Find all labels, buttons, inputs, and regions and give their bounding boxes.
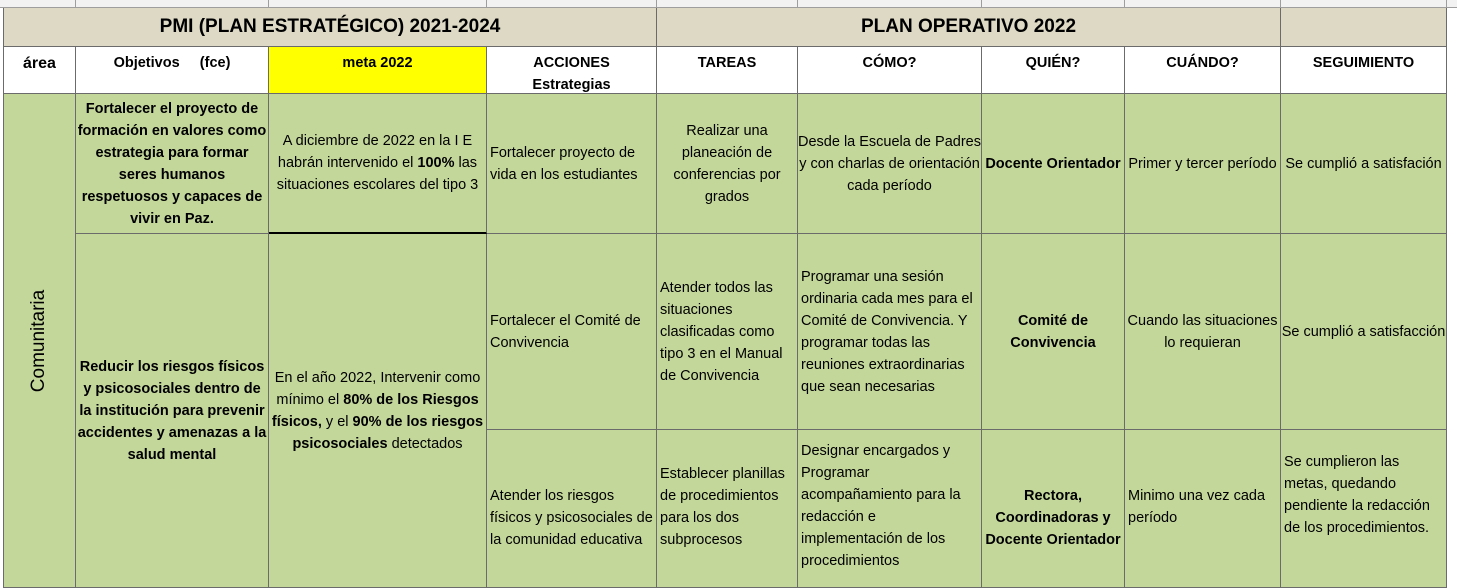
sheet-margin — [1447, 8, 1457, 588]
row1-meta-text-c: las situaciones escolares del tipo 3 — [276, 155, 479, 193]
row1-accion: Fortalecer proyecto de vida en los estudiantes — [487, 94, 657, 234]
row1-como: Desde la Escuela de Padres y con charlas de orientación cada período — [798, 94, 982, 234]
row2-meta — [269, 234, 487, 588]
row1-seguimiento: Se cumplió a satisfación — [1281, 94, 1447, 234]
row1-tarea: Realizar una planeación de conferencias por grados — [657, 94, 798, 234]
header-meta: meta 2022 — [269, 47, 487, 94]
header-como: CÓMO? — [798, 47, 982, 94]
row2-meta-text-d: 90% de los riesgos psicosociales — [292, 413, 484, 452]
header-acciones-line1: ACCIONES — [533, 55, 610, 71]
row3-quien: Rectora, Coordinadoras y Docente Orientador — [982, 430, 1125, 588]
column-separator — [486, 0, 487, 8]
row1-meta-text-a: A diciembre de 2022 en la I E habrán intervenido el — [277, 133, 473, 171]
row1-quien: Docente Orientador — [982, 94, 1125, 234]
header-seguimiento: SEGUIMIENTO — [1281, 47, 1447, 94]
header-acciones — [487, 47, 657, 94]
header-objetivos: Objetivos (fce) — [76, 47, 269, 94]
column-separator — [1280, 0, 1281, 8]
row3-accion: Atender los riesgos físicos y psicosociales de la comunidad educativa — [487, 430, 657, 588]
row2-cuando: Cuando las situaciones lo requieran — [1125, 234, 1281, 430]
area-label: Comunitaria — [28, 289, 50, 392]
row2-seguimiento: Se cumplió a satisfacción — [1281, 234, 1447, 430]
column-separator — [1446, 0, 1447, 8]
row2-meta-text-a: En el año 2022, Intervenir como mínimo el — [274, 369, 481, 408]
row2-meta-text-c: y el — [321, 413, 353, 430]
column-header-strip — [0, 0, 1457, 8]
row1-meta-text-b: 100% — [417, 155, 455, 171]
row2-como: Programar una sesión ordinaria cada mes para el Comité de Convivencia. Y programar todas las reuniones extraordinarias que sean necesarias — [798, 234, 982, 430]
row3-como: Designar encargados y Programar acompañamiento para la redacción e implementación de los procedimientos — [798, 430, 982, 588]
column-separator — [268, 0, 269, 8]
row1-objetivo: Fortalecer el proyecto de formación en valores como estrategia para formar seres humanos respetuosos y capaces de vivir en Paz. — [76, 94, 269, 234]
column-separator — [75, 0, 76, 8]
row2-accion: Fortalecer el Comité de Convivencia — [487, 234, 657, 430]
title-empty-cell — [1281, 8, 1447, 47]
header-acciones-line2: Estrategias — [532, 77, 611, 93]
column-separator — [981, 0, 982, 8]
row2-quien: Comité de Convivencia — [982, 234, 1125, 430]
header-area: área — [3, 47, 76, 94]
header-quien: QUIÉN? — [982, 47, 1125, 94]
row1-cuando: Primer y tercer período — [1125, 94, 1281, 234]
plan-operativo-title: PLAN OPERATIVO 2022 — [657, 8, 1281, 47]
row2-meta-text-e: detectados — [387, 435, 463, 452]
area-cell — [3, 94, 76, 588]
row3-tarea: Establecer planillas de procedimientos para los dos subprocesos — [657, 430, 798, 588]
header-tareas: TAREAS — [657, 47, 798, 94]
row3-cuando: Minimo una vez cada período — [1125, 430, 1281, 588]
row1-meta — [269, 94, 487, 234]
row3-seguimiento: Se cumplieron las metas, quedando pendiente la redacción de los procedimientos. — [1281, 430, 1447, 588]
column-separator — [797, 0, 798, 8]
column-separator — [1124, 0, 1125, 8]
row2-objetivo: Reducir los riesgos físicos y psicosociales dentro de la institución para prevenir accidentes y amenazas a la salud mental — [76, 234, 269, 588]
pmi-title: PMI (PLAN ESTRATÉGICO) 2021-2024 — [3, 8, 657, 47]
header-cuando: CUÁNDO? — [1125, 47, 1281, 94]
row2-meta-text-b: 80% de los Riesgos físicos, — [271, 391, 479, 430]
row2-tarea: Atender todos las situaciones clasificadas como tipo 3 en el Manual de Convivencia — [657, 234, 798, 430]
column-separator — [656, 0, 657, 8]
